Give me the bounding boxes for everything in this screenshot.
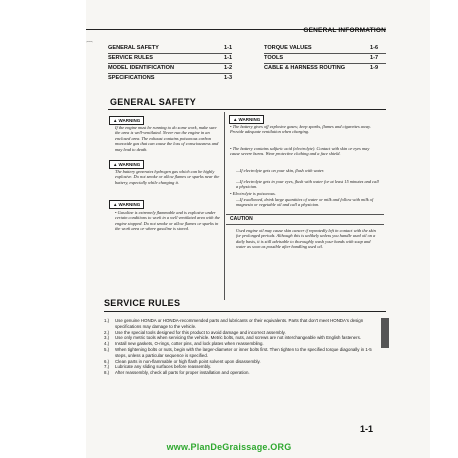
list-item: 1.) Use genuine HONDA or HONDA-recommended parts and lubricants or their equivalents. Parts that don't meet HONDA's design specifications may damage to the vehicle.	[104, 318, 364, 329]
toc-item: CABLE & HARNESS ROUTING	[264, 65, 346, 71]
toc-row	[108, 65, 386, 75]
toc-page: 1-1	[224, 45, 233, 51]
toc-page: 1-7	[370, 55, 379, 61]
toc-divider	[108, 63, 232, 64]
warning-triangle-icon: ▲	[113, 202, 118, 207]
table-of-contents	[108, 45, 386, 85]
safety-text: • Gasoline is extremely flammable and is explosive under certain conditions to work in a well ventilated area with the engine stopped. Do not smoke or allow flames or sparks in the work area or where gasoline is stored.	[115, 210, 220, 232]
toc-row	[108, 75, 386, 85]
toc-divider	[264, 63, 386, 64]
safety-text: The battery generates hydrogen gas which can be highly explosive. Do not smoke or allow flames or sparks near the battery, especially while charging it.	[115, 169, 220, 185]
toc-divider	[264, 53, 386, 54]
toc-item: MODEL IDENTIFICATION	[108, 65, 174, 71]
list-item: 8.) After reassembly, check all parts for proper installation and operation.	[104, 370, 250, 376]
toc-row	[108, 45, 386, 55]
section-rule	[104, 311, 386, 312]
list-item: 2.) Use the special tools designed for this product to avoid damage and incorrect assembly.	[104, 329, 286, 335]
binding-mark: ⌒	[86, 41, 93, 49]
general-safety-heading: GENERAL SAFETY	[110, 97, 197, 107]
toc-page: 1-3	[224, 75, 233, 81]
safety-text: —If electrolyte gets on your skin, flush with water.	[236, 168, 325, 173]
caution-rule	[226, 224, 384, 225]
toc-page: 1-2	[224, 65, 233, 71]
safety-text: If the engine must be running to do some work, make sure the area is well-ventilated. Never run the engine in an enclosed area. The exhaust contains poisonous carbon monoxide gas that can cause the loss of consciousness and may lead to death.	[115, 125, 219, 152]
list-item: 3.) Use only metric tools when servicing the vehicle. Metric bolts, nuts, and screws are not interchangeable with English fasteners.	[104, 335, 361, 341]
service-rules-heading: SERVICE RULES	[104, 298, 181, 308]
list-item: 4.) Install new gaskets, O-rings, cotter pins, and lock plates when reassembling.	[104, 341, 264, 347]
toc-page: 1-6	[370, 45, 379, 51]
section-rule	[108, 109, 386, 110]
safety-text: —If electrolyte gets in your eyes, flush with water for at least 15 minutes and call a physician.	[236, 179, 379, 190]
warning-triangle-icon: ▲	[113, 162, 118, 167]
watermark-link[interactable]: www.PlanDeGraissage.ORG	[166, 442, 292, 452]
toc-item: SERVICE RULES	[108, 55, 153, 61]
safety-text: —If swallowed, drink large quantities of water or milk and follow with milk of magnesia or vegetable oil and call a physician.	[236, 197, 374, 208]
toc-item: SPECIFICATIONS	[108, 75, 155, 81]
warning-label: ▲ WARNING	[109, 116, 144, 125]
service-rules-list	[104, 318, 384, 376]
caution-label: CAUTION	[230, 216, 253, 222]
warning-triangle-icon: ▲	[113, 118, 118, 123]
caution-text: Used engine oil may cause skin cancer if repeatedly left in contact with the skin for prolonged periods. Although this is unlikely unless you handle used oil on a daily basis, it is still advisable to thoroughly wash your hands with soap and water as soon as possible after handling used oil.	[236, 228, 376, 250]
toc-item: TORQUE VALUES	[264, 45, 312, 51]
list-item: 5.) When tightening bolts or nuts, begin with the larger-diameter or inner bolts first. Then tighten to the specified torque diagonally in 1-5 steps, unless a particular sequence is specified.	[104, 346, 372, 358]
safety-text: • The battery gives off explosive gases; keep sparks, flames and cigarettes away. Provide adequate ventilation when charging.	[230, 124, 371, 135]
section-title: GENERAL INFORMATION	[303, 27, 386, 34]
safety-text: • The battery contains sulfuric acid (electrolyte). Contact with skin or eyes may cause severe burns. Wear protective clothing and a face shield.	[230, 146, 370, 157]
toc-item: GENERAL SAFETY	[108, 45, 159, 51]
list-item: 6.) Clean parts in non-flammable or high flash point solvent upon disassembly.	[104, 358, 261, 364]
toc-page: 1-1	[224, 55, 233, 61]
warning-triangle-icon: ▲	[233, 117, 238, 122]
section-tab-marker	[381, 318, 389, 348]
safety-text: • Electrolyte is poisonous.	[230, 191, 276, 196]
toc-page: 1-9	[370, 65, 379, 71]
warning-label: ▲ WARNING	[229, 115, 264, 124]
list-item: 7.) Lubricate any sliding surfaces before reassembly.	[104, 364, 212, 370]
page-number: 1-1	[360, 424, 374, 434]
toc-row	[108, 55, 386, 65]
column-divider	[224, 112, 225, 300]
toc-divider	[108, 73, 232, 74]
warning-label: ▲ WARNING	[109, 160, 144, 169]
header-rule	[86, 27, 386, 34]
toc-item: TOOLS	[264, 55, 284, 61]
warning-label: ▲ WARNING	[109, 200, 144, 209]
toc-divider	[108, 53, 232, 54]
caution-rule	[226, 214, 384, 215]
